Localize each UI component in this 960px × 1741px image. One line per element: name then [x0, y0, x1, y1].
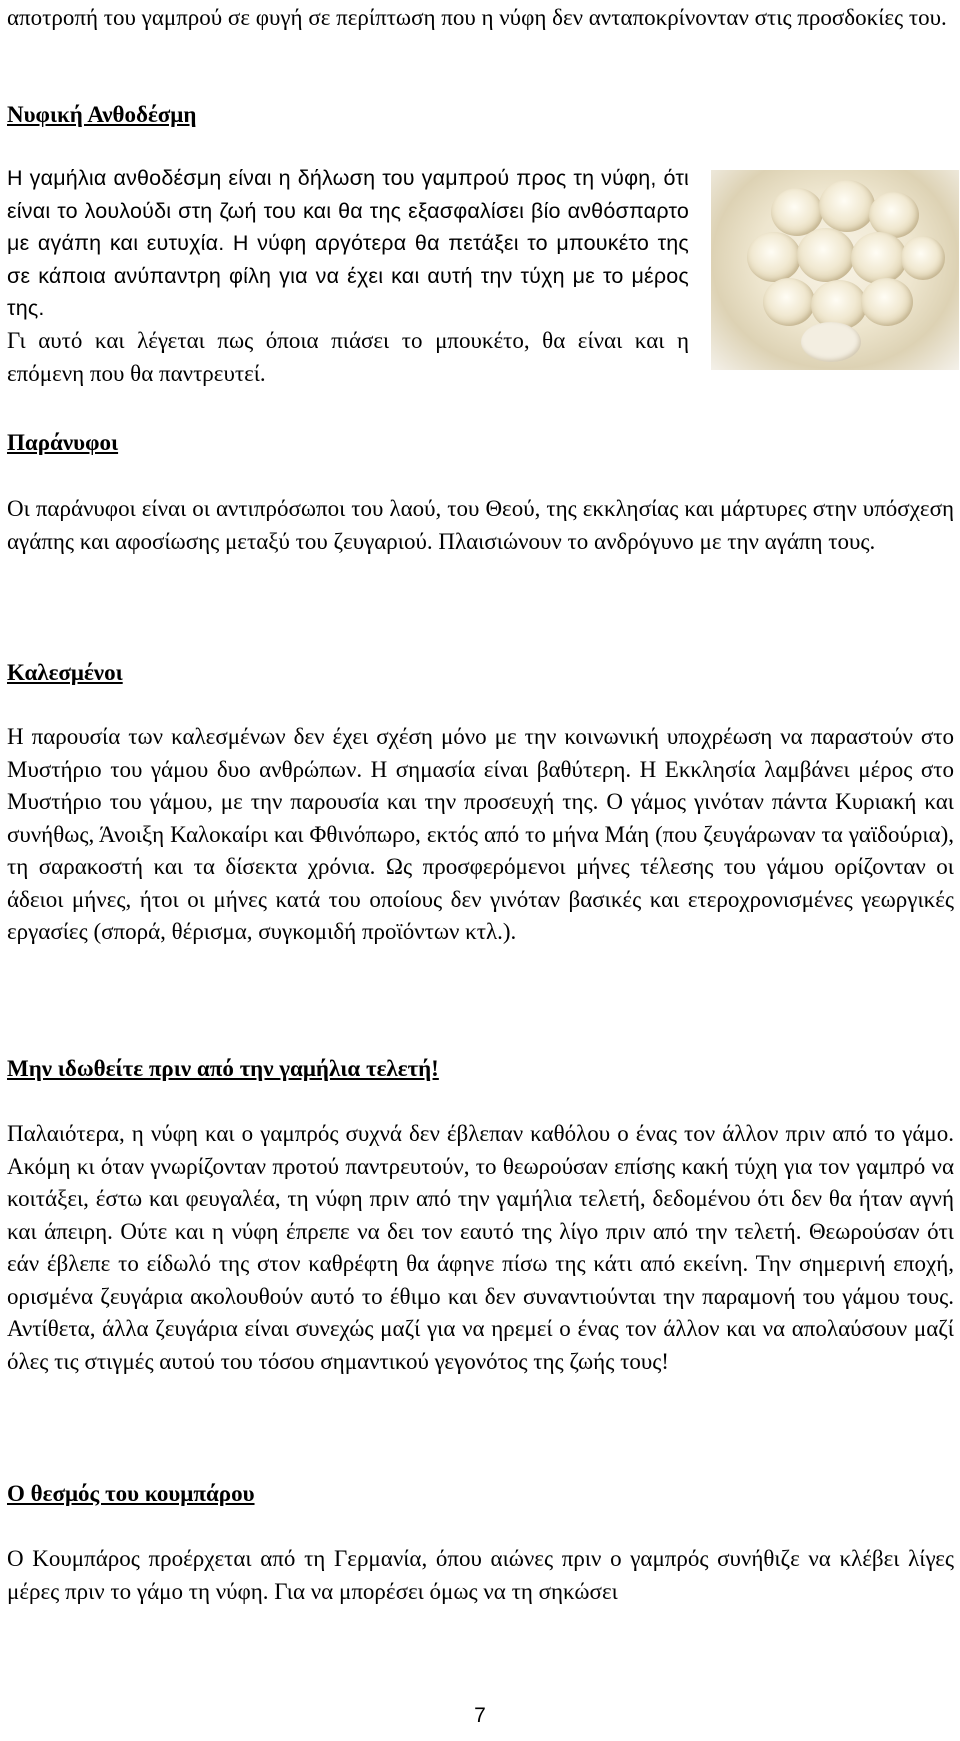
page-number: 7 — [474, 1704, 486, 1727]
heading-bridal-bouquet: Νυφική Ανθοδέσμη — [7, 102, 197, 127]
heading-guests: Καλεσμένοι — [7, 660, 123, 685]
paragraph-bridal-bouquet: Η γαμήλια ανθοδέσμη είναι η δήλωση του γαμπρού προς τη νύφη, ότι είναι το λουλούδι στη ζωή του και θα της εξασφαλίσει βίο ανθόσπαρτο με αγάπη και ευτυχία. Η νύφη αργότερα θα πετάξει το μπουκέτο της σε κάποια ανύπαντρη φίλη για να έχει και αυτή την τύχη με το μέρος της. — [7, 166, 689, 320]
paragraph-guests: Η παρουσία των καλεσμένων δεν έχει σχέση μόνο με την κοινωνική υποχρέωση να παραστούν στο Μυστήριο του γάμου δυο ανθρώπων. Η σημασία είναι βαθύτερη. Η Εκκλησία λαμβάνει μέρος στο Μυστήριο του γάμου, με την παρουσία και την προσευχή της. Ο γάμος γινόταν πάντα Κυριακή και συνήθως, Άνοιξη Καλοκαίρι και Φθινόπωρο, εκτός από το μήνα Μάη (που ζευγάρωναν τα γαϊδούρια), τη σαρακοστή και τα δίσεκτα χρόνια. Ως προσφερόμενοι μήνες τέλεσης του γάμου ορίζονταν οι άδειοι μήνες, ήτοι οι μήνες κατά του οποίους δεν γινόταν βασικές και ετεροχρονισμένες γεωργικές εργασίες (σπορά, θέρισμα, συγκομιδή προϊόντων κτλ.). — [7, 724, 954, 944]
paragraph-best-man: Ο Κουμπάρος προέρχεται από τη Γερμανία, όπου αιώνες πριν ο γαμπρός συνήθιζε να κλέβει λίγες μέρες πριν το γάμο τη νύφη. Για να μπορέσει όμως να τη σηκώσει — [7, 1546, 954, 1604]
heading-dont-see-each-other: Μην ιδωθείτε πριν από την γαμήλια τελετή! — [7, 1056, 439, 1081]
bouquet-image — [711, 170, 959, 370]
intro-paragraph: αποτροπή του γαμπρού σε φυγή σε περίπτωση που η νύφη δεν ανταποκρίνονταν στις προσδοκίες του. — [7, 5, 947, 30]
paragraph-bridesmaids: Οι παράνυφοι είναι οι αντιπρόσωποι του λαού, του Θεού, της εκκλησίας και μάρτυρες στην υπόσχεση αγάπης και αφοσίωσης μεταξύ του ζευγαριού. Πλαισιώνουν το ανδρόγυνο με την αγάπη τους. — [7, 496, 954, 554]
heading-best-man: Ο θεσμός του κουμπάρου — [7, 1481, 255, 1506]
paragraph-dont-see-each-other: Παλαιότερα, η νύφη και ο γαμπρός συχνά δεν έβλεπαν καθόλου ο ένας τον άλλον πριν από το γάμο. Ακόμη κι όταν γνωρίζονταν προτού παντρευτούν, το θεωρούσαν επίσης κακή τύχη για τον γαμπρό να κοιτάξει, έστω και φευγαλέα, τη νύφη πριν από την γαμήλια τελετή, δεδομένου ότι δεν θα ήταν αγνή και άπειρη. Ούτε και η νύφη έπρεπε να δει τον εαυτό της λίγο πριν από την τελετή. Θεωρούσαν ότι εάν έβλεπε το είδωλό της στον καθρέφτη θα άφηνε πίσω της κάτι από εκείνη. Την σημερινή εποχή, ορισμένα ζευγάρια ακολουθούν αυτό το έθιμο και δεν συναντιούνται την παραμονή του γάμου τους. Αντίθετα, άλλα ζευγάρια είναι συνεχώς μαζί για να ηρεμεί ο ένας τον άλλον και να απολαύσουν μαζί όλες τις στιγμές αυτού του τόσου σημαντικού γεγονότος της ζωής τους! — [7, 1121, 954, 1374]
heading-bridesmaids: Παράνυφοι — [7, 430, 119, 455]
paragraph-bridal-bouquet-cont: Γι αυτό και λέγεται πως όποια πιάσει το μπουκέτο, θα είναι και η επόμενη που θα παντρευτεί. — [7, 328, 689, 386]
